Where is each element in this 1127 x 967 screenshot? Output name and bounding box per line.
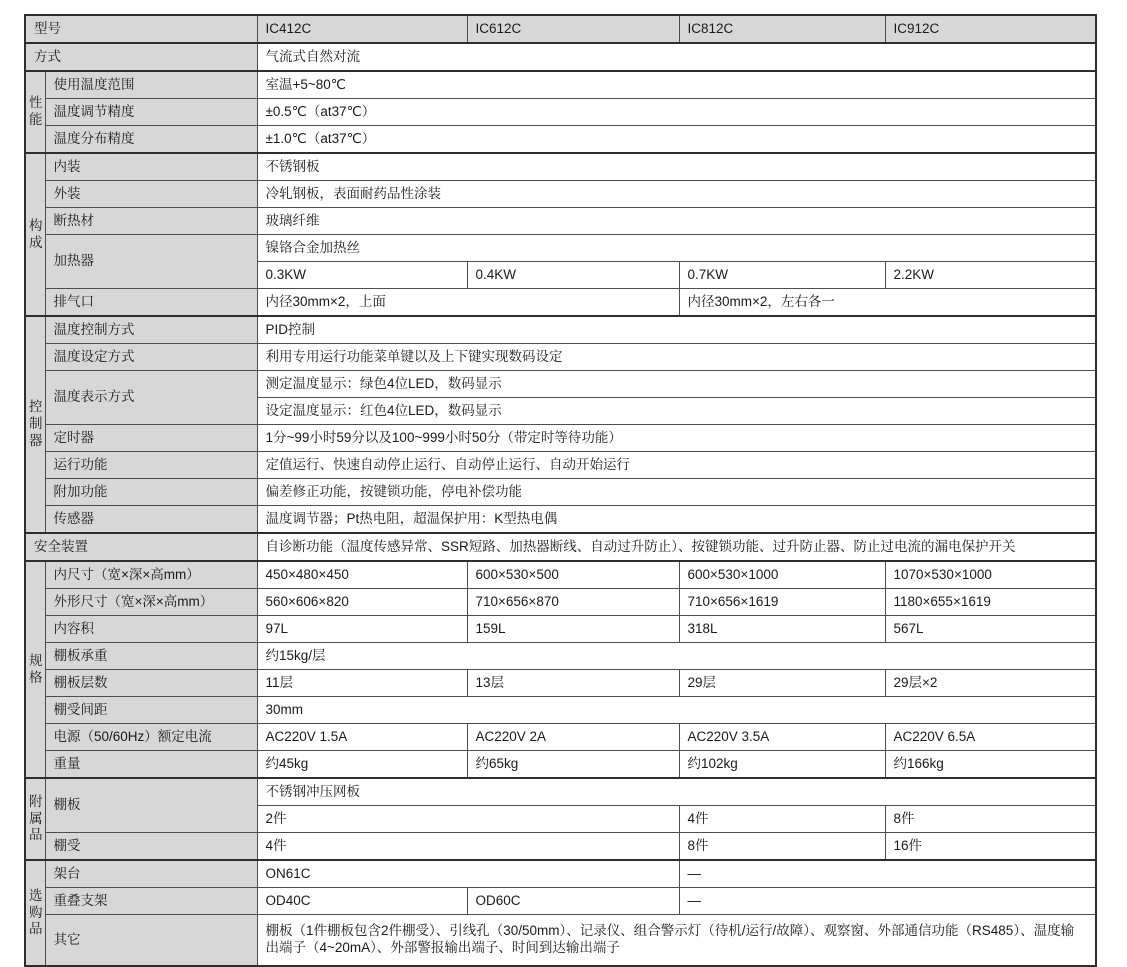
value-shelf-material: 不锈钢冲压网板	[257, 778, 1096, 806]
row-outer-dims	[25, 589, 1096, 616]
row-shelf-layers	[25, 670, 1096, 697]
row-interior	[25, 153, 1096, 181]
value-heater-power: 0.3KW	[257, 262, 467, 289]
group-specs: 规格	[25, 561, 45, 778]
row-heater-material	[25, 235, 1096, 262]
row-capacity	[25, 616, 1096, 643]
model-name: IC412C	[257, 15, 467, 43]
value-shelf-count: 8件	[885, 806, 1096, 833]
label-safety: 安全装置	[25, 533, 257, 561]
group-options: 选购品	[25, 860, 45, 966]
value-shelf-count: 2件	[257, 806, 679, 833]
label-run-functions: 运行功能	[45, 452, 257, 479]
method-value: 气流式自然对流	[257, 43, 1096, 71]
value-display-measured: 测定温度显示：绿色4位LED，数码显示	[257, 371, 1096, 398]
label-shelf-support: 棚受	[45, 833, 257, 861]
group-controller: 控制器	[25, 316, 45, 533]
label-weight: 重量	[45, 751, 257, 779]
label-setting-method: 温度设定方式	[45, 344, 257, 371]
label-inner-dims: 内尺寸（宽×深×高mm）	[45, 561, 257, 589]
value-weight: 约45kg	[257, 751, 467, 779]
value-temperature-range: 室温+5~80℃	[257, 71, 1096, 99]
row-distribution-accuracy	[25, 126, 1096, 154]
value-shelf-layers: 13层	[467, 670, 679, 697]
value-exterior: 冷轧钢板，表面耐药品性涂装	[257, 181, 1096, 208]
spec-table	[24, 14, 1097, 967]
value-inner-dims: 1070×530×1000	[885, 561, 1096, 589]
label-temperature-range: 使用温度范围	[45, 71, 257, 99]
value-exhaust-right: 内径30mm×2，左右各一	[679, 289, 1096, 317]
value-weight: 约166kg	[885, 751, 1096, 779]
label-sensor: 传感器	[45, 506, 257, 534]
label-stand: 架台	[45, 860, 257, 888]
row-safety	[25, 533, 1096, 561]
value-control-method: PID控制	[257, 316, 1096, 344]
value-inner-dims: 600×530×1000	[679, 561, 885, 589]
label-heater: 加热器	[45, 235, 257, 289]
value-shelf-layers: 29层×2	[885, 670, 1096, 697]
row-method	[25, 43, 1096, 71]
value-power: AC220V 2A	[467, 724, 679, 751]
label-outer-dims: 外形尺寸（宽×深×高mm）	[45, 589, 257, 616]
model-name: IC612C	[467, 15, 679, 43]
value-shelf-layers: 29层	[679, 670, 885, 697]
row-display-method-1	[25, 371, 1096, 398]
row-shelf-pitch	[25, 697, 1096, 724]
label-timer: 定时器	[45, 425, 257, 452]
value-weight: 约65kg	[467, 751, 679, 779]
row-model-header	[25, 15, 1096, 43]
row-exterior	[25, 181, 1096, 208]
row-exhaust	[25, 289, 1096, 317]
value-other-options: 棚板（1件棚板包含2件棚受）、引线孔（30/50mm）、记录仪、组合警示灯（待机/运行/故障）、观察窗、外部通信功能（RS485）、温度输出端子（4~20mA）、外部警报输出端子、时间到达输出端子	[257, 915, 1096, 967]
model-name: IC812C	[679, 15, 885, 43]
label-shelf-layers: 棚板层数	[45, 670, 257, 697]
value-inner-dims: 450×480×450	[257, 561, 467, 589]
label-display-method: 温度表示方式	[45, 371, 257, 425]
value-run-functions: 定值运行、快速自动停止运行、自动停止运行、自动开始运行	[257, 452, 1096, 479]
row-temperature-range	[25, 71, 1096, 99]
row-timer	[25, 425, 1096, 452]
value-outer-dims: 1180×655×1619	[885, 589, 1096, 616]
value-heater-power: 0.4KW	[467, 262, 679, 289]
model-name: IC912C	[885, 15, 1096, 43]
row-control-method	[25, 316, 1096, 344]
group-construction: 构成	[25, 153, 45, 316]
value-setting-method: 利用专用运行功能菜单键以及上下键实现数码设定	[257, 344, 1096, 371]
row-shelf-material	[25, 778, 1096, 806]
value-shelf-pitch: 30mm	[257, 697, 1096, 724]
value-insulation: 玻璃纤维	[257, 208, 1096, 235]
value-stack-bracket-none: —	[679, 888, 1096, 915]
label-capacity: 内容积	[45, 616, 257, 643]
row-insulation	[25, 208, 1096, 235]
value-shelf-support-count: 16件	[885, 833, 1096, 861]
value-interior: 不锈钢板	[257, 153, 1096, 181]
value-outer-dims: 710×656×870	[467, 589, 679, 616]
row-stand	[25, 860, 1096, 888]
row-inner-dims	[25, 561, 1096, 589]
value-power: AC220V 1.5A	[257, 724, 467, 751]
value-power: AC220V 6.5A	[885, 724, 1096, 751]
value-timer: 1分~99小时59分以及100~999小时50分（带定时等待功能）	[257, 425, 1096, 452]
value-heater-material: 镍铬合金加热丝	[257, 235, 1096, 262]
row-stack-bracket	[25, 888, 1096, 915]
method-label: 方式	[25, 43, 257, 71]
label-additional-functions: 附加功能	[45, 479, 257, 506]
label-interior: 内装	[45, 153, 257, 181]
group-performance: 性能	[25, 71, 45, 153]
group-accessories: 附属品	[25, 778, 45, 860]
row-shelf-load	[25, 643, 1096, 670]
value-safety: 自诊断功能（温度传感异常、SSR短路、加热器断线、自动过升防止）、按键锁功能、过升防止器、防止过电流的漏电保护开关	[257, 533, 1096, 561]
label-control-accuracy: 温度调节精度	[45, 99, 257, 126]
value-additional-functions: 偏差修正功能，按键锁功能，停电补偿功能	[257, 479, 1096, 506]
row-other-options	[25, 915, 1096, 967]
label-shelf: 棚板	[45, 778, 257, 833]
row-weight	[25, 751, 1096, 779]
row-power	[25, 724, 1096, 751]
label-other-options: 其它	[45, 915, 257, 967]
row-run-functions	[25, 452, 1096, 479]
label-stack-bracket: 重叠支架	[45, 888, 257, 915]
value-sensor: 温度调节器；Pt热电阻，超温保护用：K型热电偶	[257, 506, 1096, 534]
value-heater-power: 0.7KW	[679, 262, 885, 289]
value-stack-bracket: OD60C	[467, 888, 679, 915]
value-inner-dims: 600×530×500	[467, 561, 679, 589]
value-outer-dims: 560×606×820	[257, 589, 467, 616]
label-exhaust: 排气口	[45, 289, 257, 317]
value-exhaust-left: 内径30mm×2，上面	[257, 289, 679, 317]
row-control-accuracy	[25, 99, 1096, 126]
value-stand-none: —	[679, 860, 1096, 888]
value-control-accuracy: ±0.5℃（at37℃）	[257, 99, 1096, 126]
value-display-set: 设定温度显示：红色4位LED，数码显示	[257, 398, 1096, 425]
row-shelf-support-count	[25, 833, 1096, 861]
value-weight: 约102kg	[679, 751, 885, 779]
value-shelf-load: 约15kg/层	[257, 643, 1096, 670]
row-additional-functions	[25, 479, 1096, 506]
value-shelf-count: 4件	[679, 806, 885, 833]
label-control-method: 温度控制方式	[45, 316, 257, 344]
value-distribution-accuracy: ±1.0℃（at37℃）	[257, 126, 1096, 154]
model-header-label: 型号	[25, 15, 257, 43]
label-power: 电源（50/60Hz）额定电流	[45, 724, 257, 751]
value-capacity: 97L	[257, 616, 467, 643]
label-exterior: 外装	[45, 181, 257, 208]
value-stack-bracket: OD40C	[257, 888, 467, 915]
value-capacity: 567L	[885, 616, 1096, 643]
row-setting-method	[25, 344, 1096, 371]
value-capacity: 159L	[467, 616, 679, 643]
value-outer-dims: 710×656×1619	[679, 589, 885, 616]
value-heater-power: 2.2KW	[885, 262, 1096, 289]
value-shelf-support-count: 4件	[257, 833, 679, 861]
value-stand: ON61C	[257, 860, 679, 888]
label-insulation: 断热材	[45, 208, 257, 235]
value-shelf-layers: 11层	[257, 670, 467, 697]
label-shelf-pitch: 棚受间距	[45, 697, 257, 724]
label-shelf-load: 棚板承重	[45, 643, 257, 670]
value-shelf-support-count: 8件	[679, 833, 885, 861]
value-capacity: 318L	[679, 616, 885, 643]
row-sensor	[25, 506, 1096, 534]
value-power: AC220V 3.5A	[679, 724, 885, 751]
label-distribution-accuracy: 温度分布精度	[45, 126, 257, 154]
